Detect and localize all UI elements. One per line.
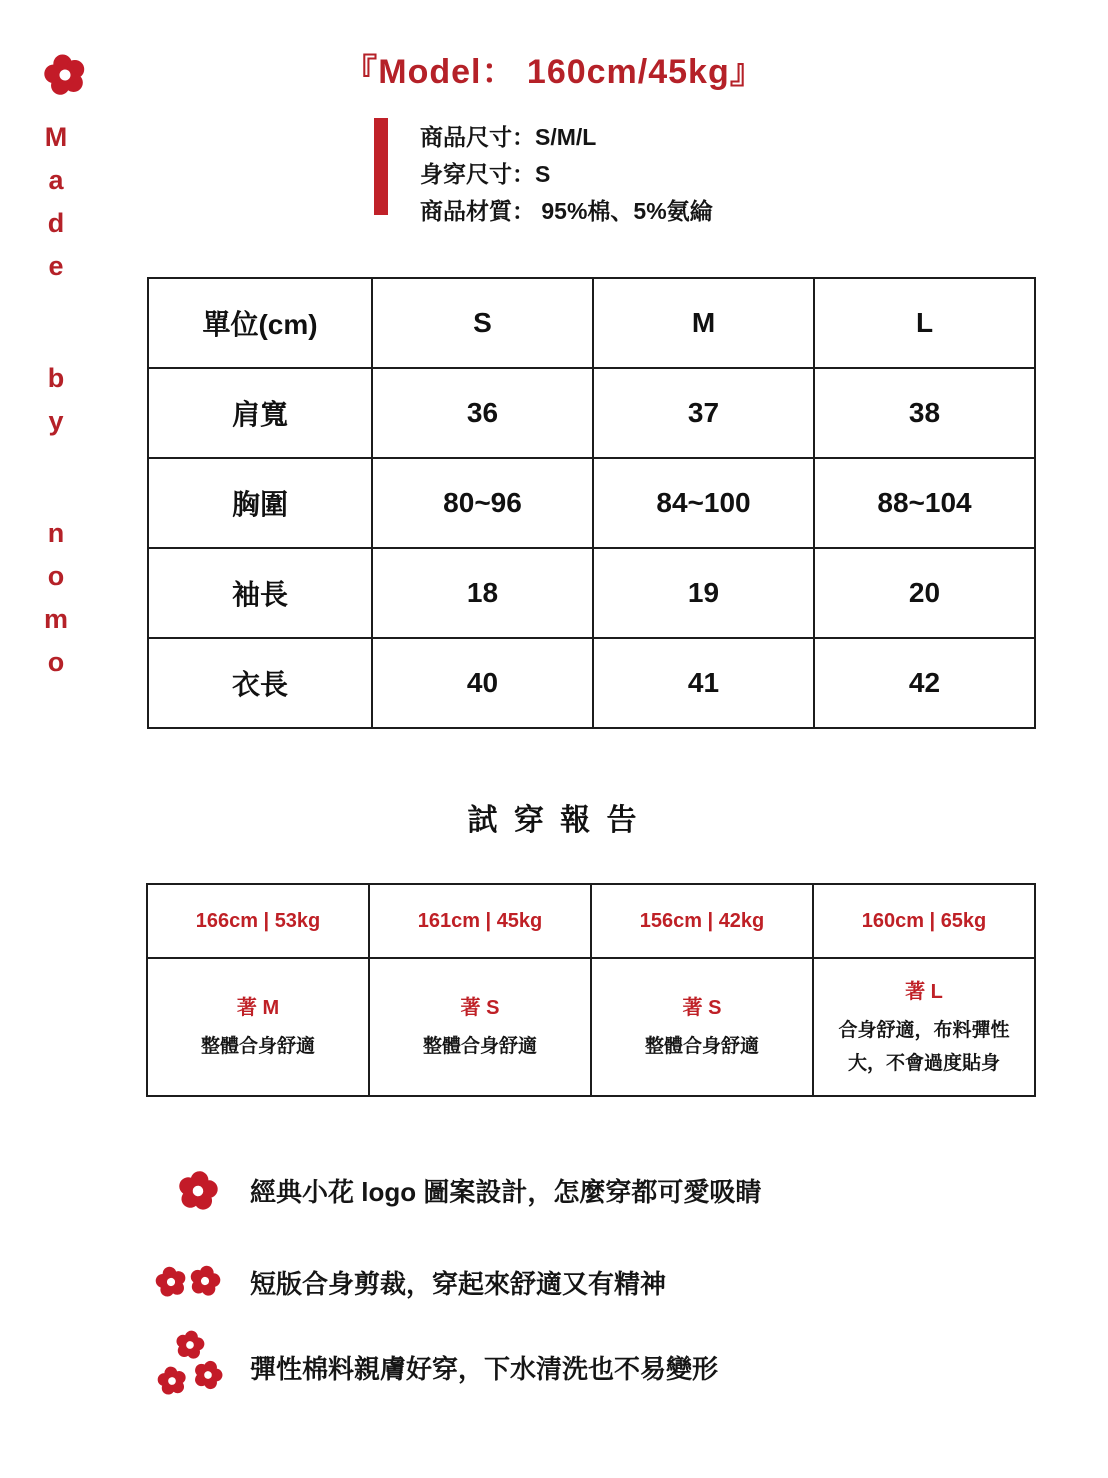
tester-stats bbox=[148, 885, 368, 957]
size-table-value: 18 bbox=[373, 549, 592, 637]
tester-stats-text: 160cm | 65kg bbox=[861, 909, 987, 932]
size-table-value: 80~96 bbox=[373, 459, 592, 547]
size-table-label-bust: 胸圍 bbox=[149, 459, 371, 547]
feature-text: 經典小花 logo 圖案設計，怎麼穿都可愛吸睛 bbox=[250, 1176, 762, 1207]
tester-result bbox=[592, 959, 812, 1095]
tester-size-worn: 著 S bbox=[682, 997, 722, 1019]
tester-size-worn: 著 M bbox=[236, 997, 280, 1019]
size-table bbox=[147, 277, 1036, 729]
flower-icon bbox=[154, 1363, 190, 1399]
tester-stats bbox=[814, 885, 1034, 957]
size-table-header-s: S bbox=[373, 279, 592, 367]
flower-icon bbox=[173, 1166, 223, 1216]
tester-result bbox=[370, 959, 590, 1095]
size-table-value: 88~104 bbox=[815, 459, 1034, 547]
tester-stats-text: 156cm | 42kg bbox=[639, 909, 765, 932]
product-info-block bbox=[374, 118, 713, 230]
size-table-value: 37 bbox=[594, 369, 813, 457]
feature-icon-cluster bbox=[150, 1162, 250, 1218]
feature-icon-cluster bbox=[150, 1329, 250, 1405]
tester-stats-text: 161cm | 45kg bbox=[417, 909, 543, 932]
flower-icon bbox=[185, 1261, 225, 1301]
tester-result bbox=[148, 959, 368, 1095]
size-table-value: 41 bbox=[594, 639, 813, 727]
size-table-header-m: M bbox=[594, 279, 813, 367]
tester-comment: 合身舒適，布料彈性大，不會過度貼身 bbox=[838, 1019, 1010, 1074]
feature-item bbox=[150, 1162, 761, 1218]
size-table-unit-header: 單位(cm) bbox=[149, 279, 371, 367]
tester-comment: 整體合身舒適 bbox=[644, 1036, 759, 1057]
size-table-value: 38 bbox=[815, 369, 1034, 457]
size-table-header-l: L bbox=[815, 279, 1034, 367]
size-table-label-sleeve: 袖長 bbox=[149, 549, 371, 637]
fit-report-table bbox=[146, 883, 1036, 1097]
size-table-label-shoulder: 肩寬 bbox=[149, 369, 371, 457]
brand-vertical-text: Made by nomo bbox=[41, 122, 71, 690]
tester-stats bbox=[370, 885, 590, 957]
size-table-value: 84~100 bbox=[594, 459, 813, 547]
feature-text: 短版合身剪裁，穿起來舒適又有精神 bbox=[250, 1268, 667, 1299]
accent-bar bbox=[374, 118, 388, 215]
tester-comment: 整體合身舒適 bbox=[200, 1036, 315, 1057]
tester-size-worn: 著 L bbox=[905, 980, 943, 1003]
page-title: 『Model： 160cm/45kg』 bbox=[343, 53, 765, 91]
material-line: 商品材質： 95%棉、5%氨綸 bbox=[420, 198, 713, 224]
feature-text: 彈性棉料親膚好穿，下水清洗也不易變形 bbox=[250, 1353, 719, 1384]
fit-report-heading: 試 穿 報 告 bbox=[467, 804, 641, 837]
size-table-value: 36 bbox=[373, 369, 592, 457]
flower-icon bbox=[151, 1262, 190, 1301]
feature-item bbox=[150, 1329, 718, 1405]
feature-icon-cluster bbox=[150, 1254, 250, 1310]
product-info-lines bbox=[420, 118, 713, 230]
size-table-value: 20 bbox=[815, 549, 1034, 637]
size-table-value: 19 bbox=[594, 549, 813, 637]
feature-item bbox=[150, 1254, 666, 1310]
tester-stats bbox=[592, 885, 812, 957]
size-table-value: 42 bbox=[815, 639, 1034, 727]
model-wears-line: 身穿尺寸：S bbox=[420, 161, 551, 187]
tester-stats-text: 166cm | 53kg bbox=[195, 909, 321, 932]
tester-result bbox=[814, 959, 1034, 1095]
size-table-label-length: 衣長 bbox=[149, 639, 371, 727]
size-table-value: 40 bbox=[373, 639, 592, 727]
product-size-line: 商品尺寸：S/M/L bbox=[420, 124, 597, 150]
tester-size-worn: 著 S bbox=[460, 997, 500, 1019]
tester-comment: 整體合身舒適 bbox=[422, 1036, 537, 1057]
